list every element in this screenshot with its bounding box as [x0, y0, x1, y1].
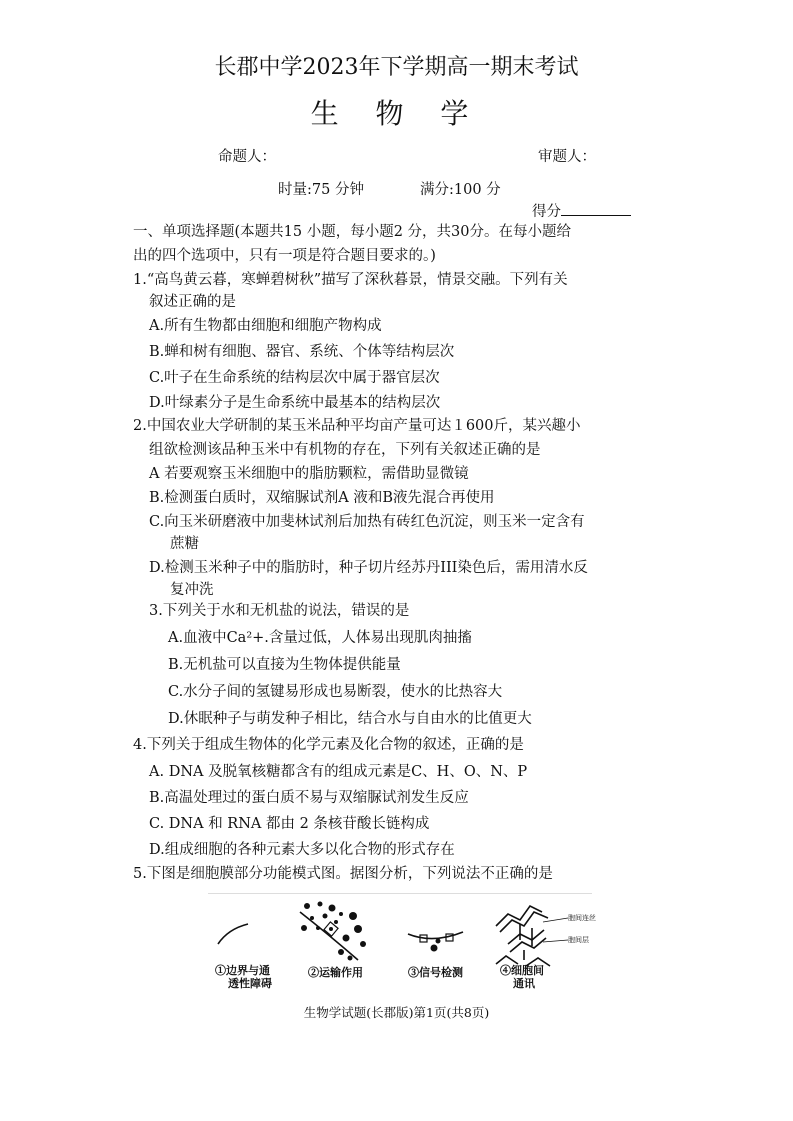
subject-title: 生 物 学 [310, 97, 483, 130]
page-footer: 生物学试题(长郡版)第1页(共8页) [303, 1005, 490, 1020]
full-score: 满分:100 分 [420, 182, 501, 198]
q4-option-c: C. DNA 和 RNA 都由 2 条核苷酸长链构成 [149, 816, 430, 832]
q1-stem-line1: 1.“高鸟黄云暮，寒蝉碧树秋”描写了深秋暮景，情景交融。下列有关 [133, 272, 568, 288]
transport-panel [300, 902, 366, 961]
score-field [532, 200, 631, 221]
exam-title: 长郡中学2023年下学期高一期末考试 [214, 55, 579, 80]
figure-label-1: ①边界与通 透性障碍 [215, 964, 272, 990]
q2-option-a: A 若要观察玉米细胞中的脂肪颗粒，需借助显微镜 [149, 466, 469, 482]
section-heading-line2: 出的四个选项中，只有一项是符合题目要求的。) [133, 248, 436, 264]
q4-option-b: B.高温处理过的蛋白质不易与双缩脲试剂发生反应 [149, 790, 469, 806]
figure-label-3: ③信号检测 [408, 966, 463, 979]
q4-option-a: A. DNA 及脱氧核糖都含有的组成元素是C、H、O、N、P [149, 764, 528, 780]
q3-option-d: D.休眠种子与萌发种子相比，结合水与自由水的比值更大 [168, 711, 532, 727]
q1-option-a: A.所有生物都由细胞和细胞产物构成 [149, 318, 382, 334]
proposer-label: 命题人： [218, 149, 276, 165]
q1-option-d: D.叶绿素分子是生命系统中最基本的结构层次 [149, 395, 441, 411]
q2-stem-line2: 组欲检测该品种玉米中有机物的存在，下列有关叙述正确的是 [149, 442, 541, 458]
q5-stem: 5.下图是细胞膜部分功能模式图。据图分析，下列说法不正确的是 [133, 866, 553, 882]
annotation-plasmodesmata: 胞间连丝 [568, 914, 596, 922]
figure-label-4: ④细胞间 通讯 [500, 964, 544, 990]
q3-option-a: A.血液中Ca²+.含量过低，人体易出现肌肉抽搐 [168, 630, 472, 646]
q1-option-c: C.叶子在生命系统的结构层次中属于器官层次 [149, 370, 440, 386]
communication-panel [496, 906, 568, 966]
section-heading-line1: 一、单项选择题(本题共15 小题，每小题2 分，共30分。在每小题给 [133, 224, 571, 240]
boundary-membrane-curve [218, 924, 248, 944]
q2-option-c-line2: 蔗糖 [170, 536, 199, 552]
exam-time: 时量:75 分钟 [278, 182, 364, 198]
q2-stem-line1: 2.中国农业大学研制的某玉米品种平均亩产量可达１600斤，某兴趣小 [133, 418, 581, 434]
q2-option-d-line2: 复冲洗 [170, 582, 214, 598]
transport-membrane-curve [300, 912, 358, 960]
score-label: 得分 [532, 204, 561, 220]
q4-option-d: D.组成细胞的各种元素大多以化合物的形式存在 [149, 842, 455, 858]
annotation-intercellular-layer: 胞间层 [568, 936, 589, 944]
membrane-function-figure [208, 893, 596, 999]
q3-option-b: B.无机盐可以直接为生物体提供能量 [168, 657, 401, 673]
score-blank [561, 201, 631, 216]
q2-option-b: B.检测蛋白质时，双缩脲试剂A 液和B液先混合再使用 [149, 490, 495, 506]
q4-stem: 4.下列关于组成生物体的化学元素及化合物的叙述，正确的是 [133, 737, 524, 753]
q1-option-b: B.蝉和树有细胞、器官、系统、个体等结构层次 [149, 344, 455, 360]
q3-option-c: C.水分子间的氢键易形成也易断裂，使水的比热容大 [168, 684, 503, 700]
signal-panel [408, 932, 463, 952]
q2-option-d-line1: D.检测玉米种子中的脂肪时，种子切片经苏丹III染色后，需用清水反 [149, 560, 588, 576]
figure-label-2: ②运输作用 [308, 966, 363, 979]
q3-stem: 3.下列关于水和无机盐的说法，错误的是 [149, 603, 410, 619]
q2-option-c-line1: C.向玉米研磨液中加斐林试剂后加热有砖红色沉淀，则玉米一定含有 [149, 514, 585, 530]
q1-stem-line2: 叙述正确的是 [149, 294, 236, 310]
reviewer-label: 审题人： [538, 149, 596, 165]
